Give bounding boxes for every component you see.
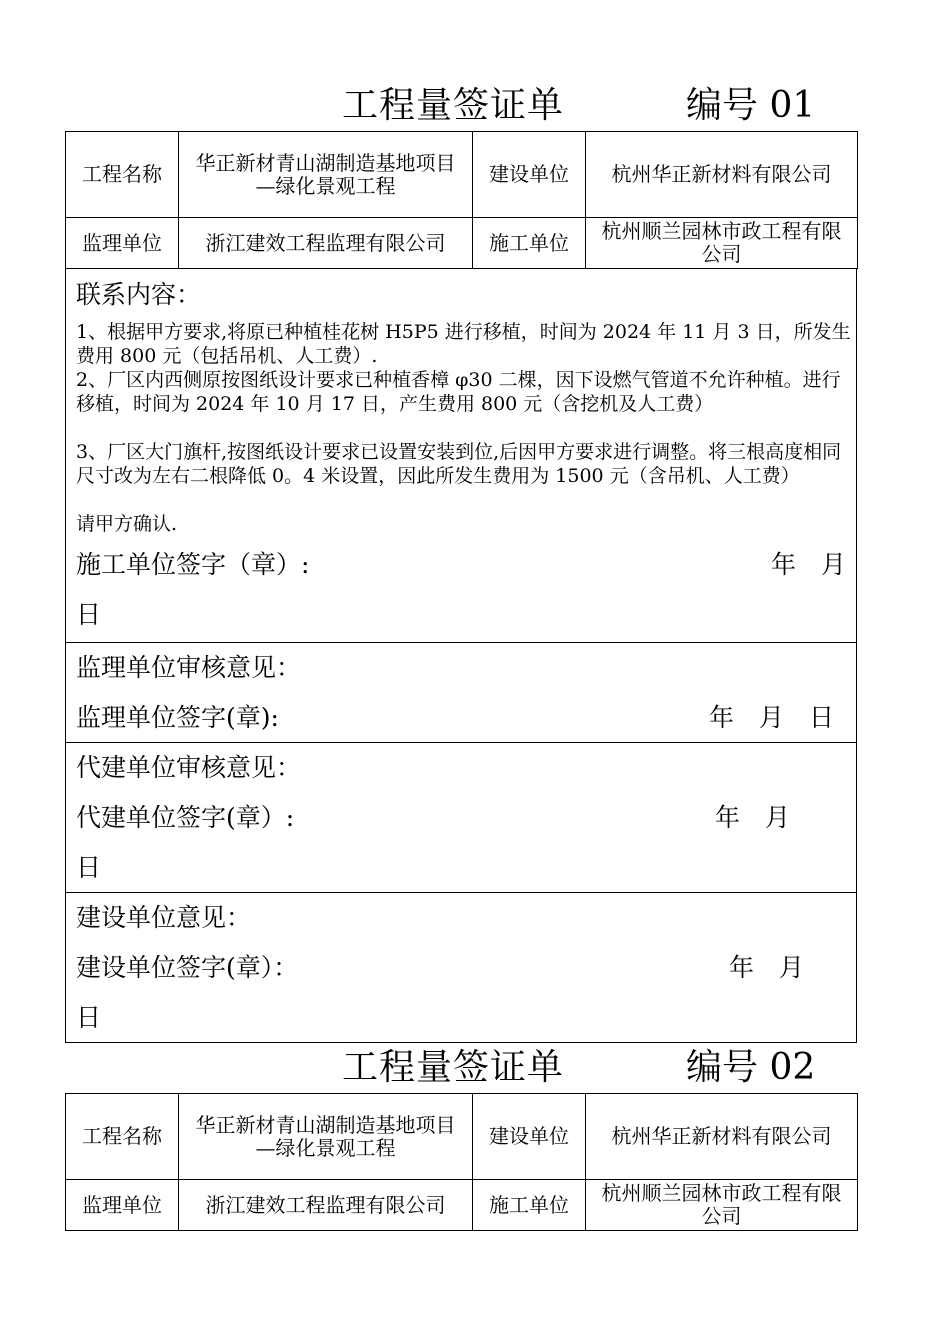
agent-heading: 代建单位审核意见： [76, 753, 302, 782]
contractor-unit-value: 杭州顺兰园林市政工程有限公司 [586, 218, 858, 269]
contractor-unit-value: 杭州顺兰园林市政工程有限公司 [586, 1180, 858, 1231]
supervisor-unit-value: 浙江建效工程监理有限公司 [179, 1180, 473, 1231]
supervision-signature-date: 年 月 日 [708, 703, 834, 732]
contact-section [65, 268, 857, 643]
supervisor-unit-label: 监理单位 [66, 1180, 179, 1231]
owner-opinion-section [65, 893, 857, 1043]
sheet-1-title-row [0, 82, 950, 132]
project-name-value: 华正新材青山湖制造基地项目—绿化景观工程 [179, 132, 473, 218]
agent-signature-day: 日 [76, 853, 102, 882]
owner-unit-value: 杭州华正新材料有限公司 [586, 1094, 858, 1180]
project-name-label: 工程名称 [66, 1094, 179, 1180]
project-name-label: 工程名称 [66, 132, 179, 218]
contact-item-2: 2、厂区内西侧原按图纸设计要求已种植香樟 φ30 二棵，因下设燃气管道不允许种植。进行移植，时间为 2024 年 10 月 17 日，产生费用 800 元（含挖机及人工费） [76, 369, 841, 415]
agent-section [65, 743, 857, 893]
contact-heading: 联系内容： [76, 280, 202, 309]
project-name-value: 华正新材青山湖制造基地项目—绿化景观工程 [179, 1094, 473, 1180]
supervisor-unit-label: 监理单位 [66, 218, 179, 269]
supervision-section [65, 643, 857, 743]
document-title: 工程量签证单 [342, 85, 565, 126]
contact-confirm: 请甲方确认. [76, 513, 178, 535]
supervisor-unit-value: 浙江建效工程监理有限公司 [179, 218, 473, 269]
contractor-unit-label: 施工单位 [473, 1180, 586, 1231]
supervision-heading: 监理单位审核意见： [76, 653, 302, 682]
owner-signature-label: 建设单位签字(章）： [76, 953, 299, 982]
contact-item-1: 1、根据甲方要求,将原已种植桂花树 H5P5 进行移植，时间为 2024 年 11 月 3 日，所发生费用 800 元（包括吊机、人工费）. [76, 321, 851, 367]
contact-item-3: 3、厂区大门旗杆,按图纸设计要求已设置安装到位,后因甲方要求进行调整。将三根高度相同尺寸改为左右二根降低 0。4 米设置，因此所发生费用为 1500 元（含吊机、人工费） [76, 441, 842, 487]
serial-number: 编号 01 [686, 85, 816, 126]
owner-unit-label: 建设单位 [473, 132, 586, 218]
contractor-signature-year-month: 年 月 [770, 550, 846, 579]
agent-signature-year-month: 年 月 [714, 803, 790, 832]
owner-opinion-heading: 建设单位意见： [76, 903, 252, 932]
sheet-2-title-row [0, 1044, 950, 1094]
sheet-2-header-table [65, 1093, 858, 1231]
supervision-signature-label: 监理单位签字(章): [76, 703, 279, 732]
owner-signature-year-month: 年 月 [728, 953, 804, 982]
owner-unit-label: 建设单位 [473, 1094, 586, 1180]
contractor-signature-day: 日 [76, 600, 102, 629]
serial-number: 编号 02 [686, 1047, 816, 1088]
owner-unit-value: 杭州华正新材料有限公司 [586, 132, 858, 218]
agent-signature-label: 代建单位签字(章）: [76, 803, 295, 832]
owner-signature-day: 日 [76, 1003, 102, 1032]
document-title: 工程量签证单 [342, 1047, 565, 1088]
contractor-unit-label: 施工单位 [473, 218, 586, 269]
sheet-1-header-table [65, 131, 858, 269]
contractor-signature-label: 施工单位签字（章）: [76, 550, 310, 579]
